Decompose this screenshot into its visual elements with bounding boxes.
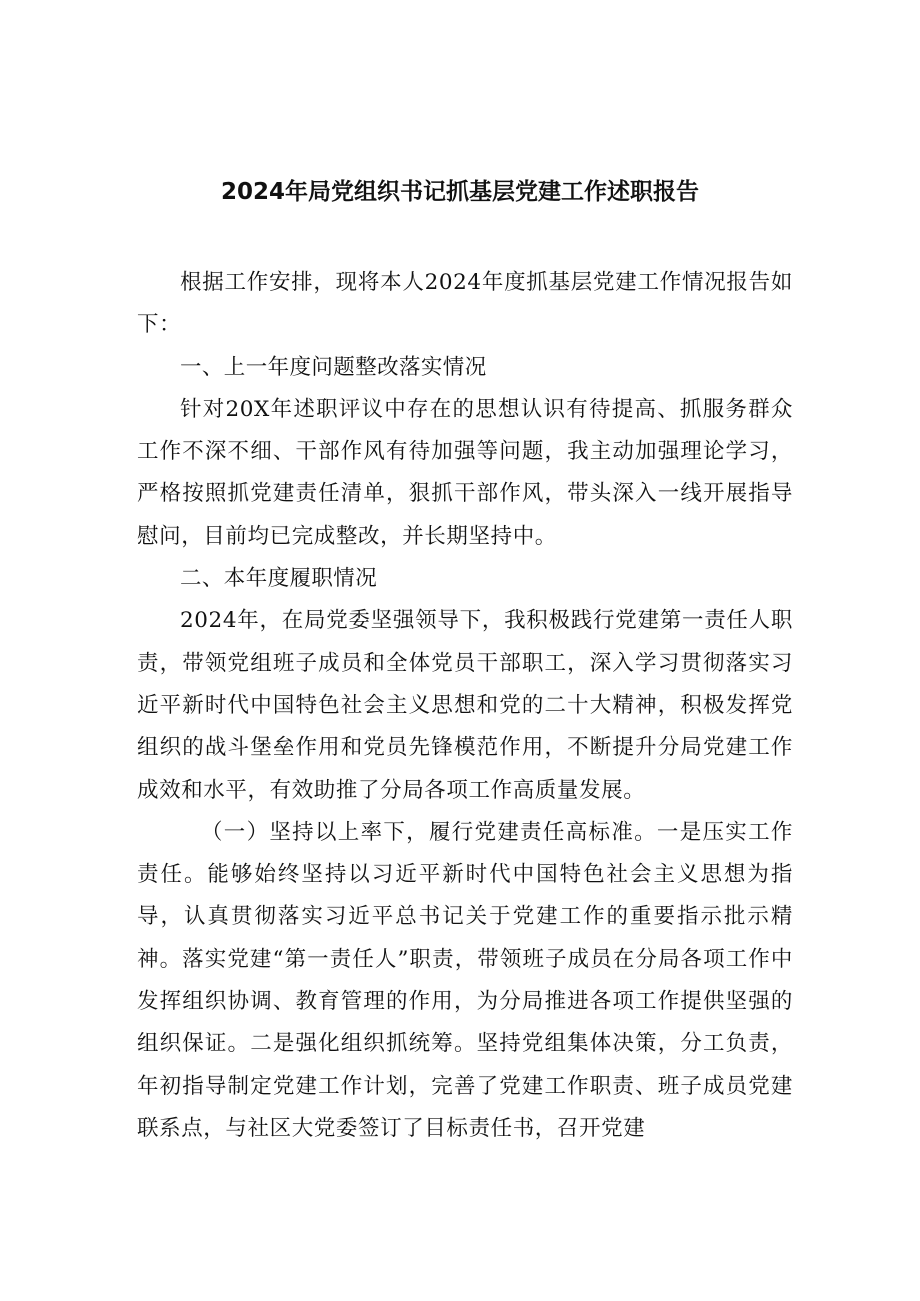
section-heading-1: 一、上一年度问题整改落实情况: [180, 354, 487, 380]
document-body: [137, 262, 793, 1150]
intro-paragraph: 根据工作安排，现将本人2024年度抓基层党建工作情况报告如下：: [137, 270, 793, 338]
rectification-paragraph: 针对20X年述职评议中存在的思想认识有待提高、抓服务群众工作不深不细、干部作风有待加强等问题，我主动加强理论学习，严格按照抓党建责任清单，狠抓干部作风，带头深入一线开展指导慰问，目前均已完成整改，并长期坚持中。: [137, 396, 793, 549]
document-title: 2024年局党组织书记抓基层党建工作述职报告: [220, 179, 699, 205]
subsection-paragraph-1: （一）坚持以上率下，履行党建责任高标准。一是压实工作责任。能够始终坚持以习近平新时代中国特色社会主义思想为指导，认真贯彻落实习近平总书记关于党建工作的重要指示批示精神。落实党建“第一责任人”职责，带领班子成员在分局各项工作中发挥组织协调、教育管理的作用，为分局推进各项工作提供坚强的组织保证。二是强化组织抓统筹。坚持党组集体决策，分工负责，年初指导制定党建工作计划，完善了党建工作职责、班子成员党建联系点，与社区大党委签订了目标责任书，召开党建: [137, 819, 793, 1141]
section-heading-2: 二、本年度履职情况: [180, 566, 378, 592]
duty-overview-paragraph: 2024年，在局党委坚强领导下，我积极践行党建第一责任人职责，带领党组班子成员和全体党员干部职工，深入学习贯彻落实习近平新时代中国特色社会主义思想和党的二十大精神，积极发挥党组织的战斗堡垒作用和党员先锋模范作用，不断提升分局党建工作成效和水平，有效助推了分局各项工作高质量发展。: [137, 608, 793, 803]
